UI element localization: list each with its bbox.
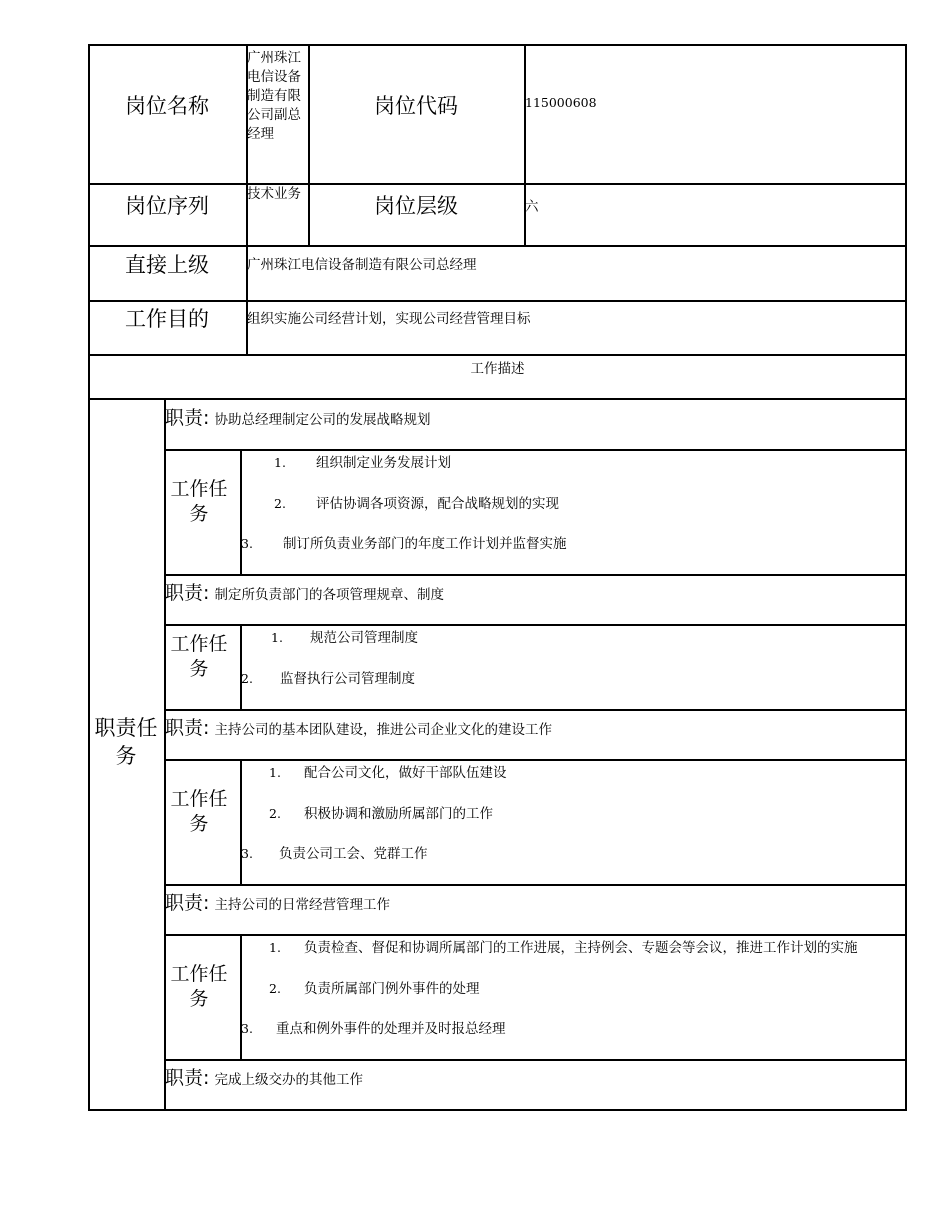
task-text: 配合公司文化，做好干部队伍建设 xyxy=(304,765,507,781)
task-label: 工作任务 xyxy=(170,633,228,680)
level-value: 六 xyxy=(525,199,539,215)
duty-label: 职责: xyxy=(165,407,210,429)
position-code-value: 115000608 xyxy=(525,95,597,110)
description-title: 工作描述 xyxy=(470,361,525,377)
task-item: 1. xyxy=(271,630,283,645)
superior-label: 直接上级 xyxy=(125,253,209,277)
purpose-label: 工作目的 xyxy=(125,307,209,331)
duty-row xyxy=(165,1063,363,1090)
task-text: 负责检查、督促和协调所属部门的工作进展，主持例会、专题会等会议，推进工作计划的实施 xyxy=(304,940,858,956)
task-item: 2. xyxy=(274,496,286,511)
position-code-label: 岗位代码 xyxy=(374,94,458,118)
duty-text: 完成上级交办的其他工作 xyxy=(214,1072,363,1088)
position-name-label: 岗位名称 xyxy=(125,94,209,118)
task-item: 2. xyxy=(241,671,253,686)
task-text: 制订所负责业务部门的年度工作计划并监督实施 xyxy=(283,536,567,552)
duty-row xyxy=(165,578,444,605)
task-text: 重点和例外事件的处理并及时报总经理 xyxy=(276,1021,506,1037)
task-text: 积极协调和激励所属部门的工作 xyxy=(304,806,493,822)
sequence-label: 岗位序列 xyxy=(125,194,209,218)
duties-label: 职责任务 xyxy=(94,716,158,768)
duty-label: 职责: xyxy=(165,582,210,604)
task-text: 评估协调各项资源，配合战略规划的实现 xyxy=(316,496,559,512)
superior-value: 广州珠江电信设备制造有限公司总经理 xyxy=(247,257,477,273)
task-item: 1. xyxy=(269,765,281,780)
task-item: 1. xyxy=(274,455,286,470)
duty-row xyxy=(165,888,390,915)
task-text: 规范公司管理制度 xyxy=(310,630,418,646)
duty-text: 协助总经理制定公司的发展战略规划 xyxy=(214,412,431,428)
task-label: 工作任务 xyxy=(170,788,228,835)
task-text: 负责所属部门例外事件的处理 xyxy=(304,981,480,997)
task-item: 3. xyxy=(241,536,253,551)
task-item: 2. xyxy=(269,806,281,821)
purpose-value: 组织实施公司经营计划，实现公司经营管理目标 xyxy=(247,311,531,327)
duty-row xyxy=(165,403,431,430)
task-label: 工作任务 xyxy=(170,478,228,525)
task-item: 3. xyxy=(241,846,253,861)
duty-label: 职责: xyxy=(165,717,210,739)
position-name-value: 广州珠江电信设备制造有限公司副总经理 xyxy=(247,50,301,142)
task-item: 1. xyxy=(269,940,281,955)
duty-text: 制定所负责部门的各项管理规章、制度 xyxy=(214,587,444,603)
duty-label: 职责: xyxy=(165,1067,210,1089)
level-label: 岗位层级 xyxy=(374,194,458,218)
duty-label: 职责: xyxy=(165,892,210,914)
task-text: 组织制定业务发展计划 xyxy=(316,455,451,471)
task-text: 监督执行公司管理制度 xyxy=(280,671,415,687)
sequence-value: 技术业务 xyxy=(247,186,301,202)
task-item: 2. xyxy=(269,981,281,996)
duty-row xyxy=(165,713,552,740)
duty-text: 主持公司的基本团队建设，推进公司企业文化的建设工作 xyxy=(214,722,552,738)
task-text: 负责公司工会、党群工作 xyxy=(279,846,428,862)
task-label: 工作任务 xyxy=(170,963,228,1010)
duty-text: 主持公司的日常经营管理工作 xyxy=(214,897,390,913)
task-item: 3. xyxy=(241,1021,253,1036)
